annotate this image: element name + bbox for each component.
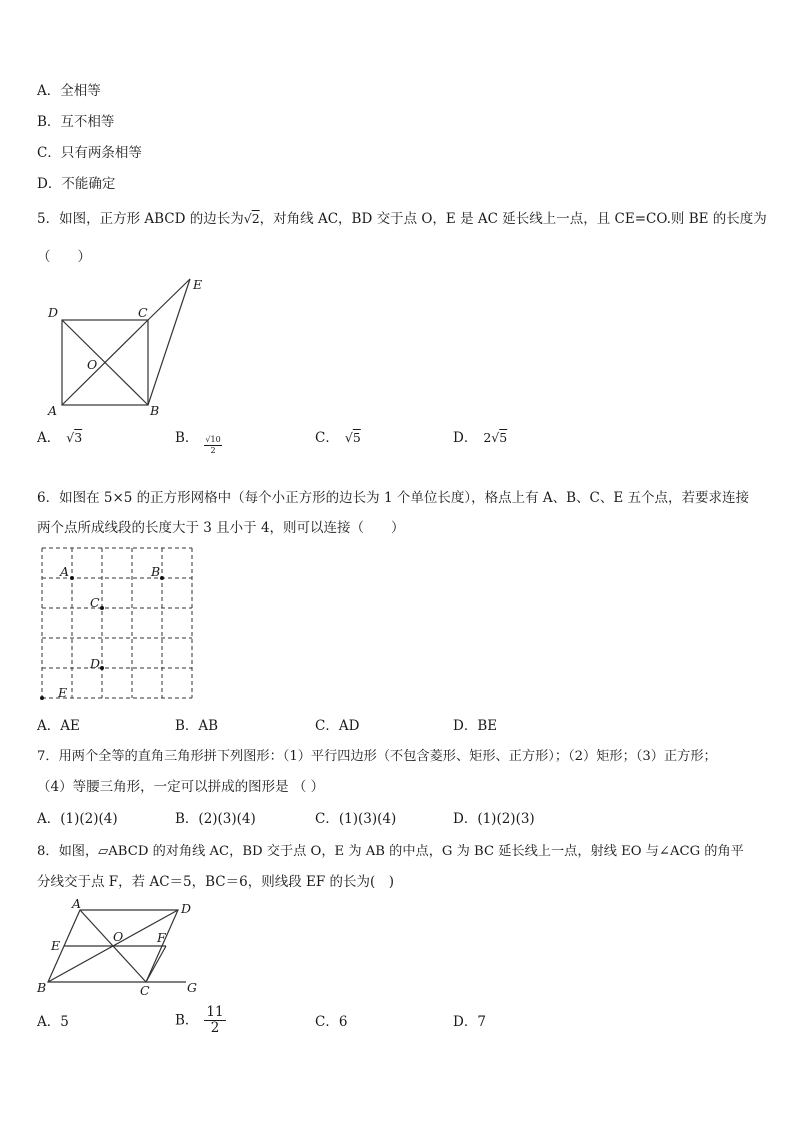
label-a: A	[60, 564, 70, 579]
label-g: G	[187, 980, 197, 995]
label-a: A	[72, 896, 82, 911]
label-b: B	[151, 564, 161, 579]
q6-stem-line1: 6．如图在 5×5 的正方形网格中（每个小正方形的边长为 1 个单位长度），格点上有 A、B、C、E 五个点，若要求连接	[37, 490, 750, 506]
q7-stem-line2: （4）等腰三角形，一定可以拼成的图形是 （ ）	[37, 779, 325, 795]
q7-option-c: C．(1)(3)(4)	[315, 811, 397, 827]
label-e: E	[193, 277, 203, 292]
q6-stem-line2: 两个点所成线段的长度大于 3 且小于 4，则可以连接（ ）	[37, 520, 405, 536]
q8-stem-line2: 分线交于点 F，若 AC＝5，BC＝6，则线段 EF 的长为( )	[37, 874, 395, 890]
q6-grid-figure	[40, 546, 200, 706]
label-c: C	[138, 305, 148, 320]
bisector-cf	[146, 946, 166, 982]
point-b	[160, 576, 164, 580]
label-c: C	[90, 595, 100, 610]
segment-be	[148, 279, 190, 405]
label-e: E	[51, 938, 61, 953]
q7-option-b: B．(2)(3)(4)	[175, 811, 256, 827]
q5-paren: （ ）	[37, 249, 91, 265]
q8-option-a: A．5	[37, 1014, 69, 1030]
q7-option-d: D．(1)(2)(3)	[453, 811, 535, 827]
q6-option-a: A．AE	[37, 718, 80, 734]
q5-option-d: D． 2√5	[453, 430, 508, 446]
label-d: D	[90, 656, 101, 671]
q4-option-d: D．不能确定	[37, 176, 116, 192]
q5-figure	[40, 275, 220, 420]
point-e	[40, 696, 44, 700]
sqrt-radical: √2	[243, 211, 260, 226]
q4-option-a: A．全相等	[37, 83, 101, 99]
q5-option-a: A． √3	[37, 430, 83, 446]
q8-option-b: B． $\frac{11}{2}$	[175, 1004, 224, 1036]
q6-option-b: B．AB	[175, 718, 219, 734]
q8-figure	[36, 896, 216, 1001]
q4-option-c: C．只有两条相等	[37, 145, 142, 161]
point-c	[100, 606, 104, 610]
q8-option-d: D．7	[453, 1014, 486, 1030]
label-o: O	[87, 357, 98, 372]
q6-option-c: C．AD	[315, 718, 360, 734]
q8-stem-line1: 8．如图，▱ABCD 的对角线 AC，BD 交于点 O，E 为 AB 的中点，G 为 BC 延长线上一点，射线 EO 与∠ACG 的角平	[37, 844, 744, 859]
q4-option-b: B．互不相等	[37, 114, 115, 130]
q8-option-c: C．6	[315, 1014, 348, 1030]
label-b: B	[150, 403, 160, 418]
label-d: D	[181, 901, 192, 916]
label-b: B	[37, 980, 47, 995]
q5-stem: 5．如图，正方形 ABCD 的边长为√2，对角线 AC，BD 交于点 O，E 是 AC 延长线上一点，且 CE=CO.则 BE 的长度为	[37, 211, 767, 227]
q5-option-c: C． √5	[315, 430, 361, 446]
label-d: D	[48, 305, 59, 320]
q6-option-d: D．BE	[453, 718, 498, 734]
label-c: C	[140, 983, 150, 998]
label-f: F	[157, 930, 166, 945]
label-o: O	[113, 929, 124, 944]
point-d	[100, 666, 104, 670]
q7-option-a: A．(1)(2)(4)	[37, 811, 118, 827]
point-a	[70, 576, 74, 580]
q5-option-b: B． $\frac{√10}{2}$	[175, 430, 221, 455]
q7-stem-line1: 7．用两个全等的直角三角形拼下列图形：（1）平行四边形（不包含菱形、矩形、正方形）；（2）矩形；（3）正方形；	[37, 749, 717, 764]
label-e: E	[58, 685, 68, 700]
label-a: A	[48, 403, 58, 418]
